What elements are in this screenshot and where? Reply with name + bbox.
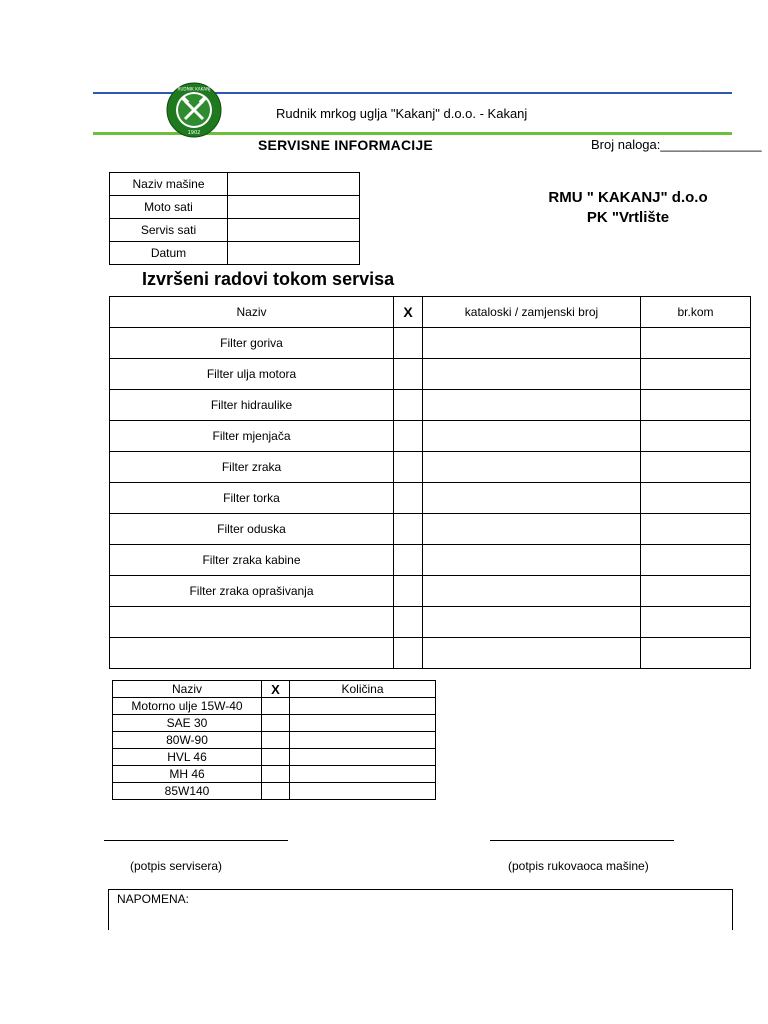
note-label: NAPOMENA: <box>117 892 190 906</box>
oil-col-header-amount: Količina <box>290 681 436 698</box>
catalog-cell[interactable] <box>423 607 641 638</box>
oil-name: 85W140 <box>113 783 262 800</box>
table-row <box>110 452 751 483</box>
info-row <box>110 196 360 219</box>
table-row <box>113 783 436 800</box>
section-title: Izvršeni radovi tokom servisa <box>142 269 395 289</box>
check-cell[interactable] <box>262 783 290 800</box>
table-row <box>110 545 751 576</box>
info-value-cell[interactable] <box>228 196 360 219</box>
oil-col-header-naziv: Naziv <box>113 681 262 698</box>
info-label: Servis sati <box>110 219 228 242</box>
mine-logo-icon <box>166 82 222 138</box>
catalog-cell[interactable] <box>423 638 641 669</box>
count-cell[interactable] <box>641 452 751 483</box>
check-cell[interactable] <box>394 514 423 545</box>
check-cell[interactable] <box>262 698 290 715</box>
count-cell[interactable] <box>641 545 751 576</box>
table-row <box>110 328 751 359</box>
table-row <box>113 715 436 732</box>
catalog-cell[interactable] <box>423 545 641 576</box>
info-row <box>110 173 360 196</box>
catalog-cell[interactable] <box>423 390 641 421</box>
count-cell[interactable] <box>641 514 751 545</box>
check-cell[interactable] <box>262 749 290 766</box>
order-number-field: Broj naloga:______________ <box>591 137 762 152</box>
check-cell[interactable] <box>394 390 423 421</box>
filter-name: Filter goriva <box>110 328 394 359</box>
table-row <box>113 698 436 715</box>
signature-label-operator: (potpis rukovaoca mašine) <box>508 859 649 873</box>
info-value-cell[interactable] <box>228 173 360 196</box>
catalog-cell[interactable] <box>423 576 641 607</box>
oil-name: SAE 30 <box>113 715 262 732</box>
count-cell[interactable] <box>641 483 751 514</box>
amount-cell[interactable] <box>290 766 436 783</box>
filter-name: Filter zraka <box>110 452 394 483</box>
oil-name: MH 46 <box>113 766 262 783</box>
company-block <box>532 188 724 228</box>
catalog-cell[interactable] <box>423 514 641 545</box>
signature-label-servicer: (potpis servisera) <box>130 859 223 873</box>
col-header-naziv: Naziv <box>110 297 394 328</box>
company-header-line: Rudnik mrkog uglja "Kakanj" d.o.o. - Kakanj <box>276 106 528 121</box>
table-row <box>110 483 751 514</box>
table-row <box>110 421 751 452</box>
oil-col-header-x: X <box>262 681 290 698</box>
col-header-catalog: kataloski / zamjenski broj <box>423 297 641 328</box>
count-cell[interactable] <box>641 359 751 390</box>
info-row <box>110 219 360 242</box>
oil-name: Motorno ulje 15W-40 <box>113 698 262 715</box>
oil-name: 80W-90 <box>113 732 262 749</box>
oil-table <box>112 680 436 800</box>
count-cell[interactable] <box>641 607 751 638</box>
filter-name: Filter ulja motora <box>110 359 394 390</box>
filter-name-empty[interactable] <box>110 607 394 638</box>
table-row <box>110 359 751 390</box>
table-row <box>113 749 436 766</box>
check-cell[interactable] <box>394 483 423 514</box>
count-cell[interactable] <box>641 576 751 607</box>
table-header-row <box>113 681 436 698</box>
amount-cell[interactable] <box>290 732 436 749</box>
count-cell[interactable] <box>641 328 751 359</box>
filter-name-empty[interactable] <box>110 638 394 669</box>
filter-name: Filter zraka oprašivanja <box>110 576 394 607</box>
check-cell[interactable] <box>394 545 423 576</box>
info-label: Datum <box>110 242 228 265</box>
service-work-table <box>109 296 751 669</box>
table-row <box>110 514 751 545</box>
check-cell[interactable] <box>394 328 423 359</box>
info-label: Moto sati <box>110 196 228 219</box>
filter-name: Filter zraka kabine <box>110 545 394 576</box>
table-row <box>110 607 751 638</box>
table-header-row <box>110 297 751 328</box>
machine-info-table <box>109 172 360 265</box>
catalog-cell[interactable] <box>423 452 641 483</box>
info-row <box>110 242 360 265</box>
check-cell[interactable] <box>262 766 290 783</box>
signature-line-operator[interactable] <box>490 840 674 841</box>
count-cell[interactable] <box>641 638 751 669</box>
oil-name: HVL 46 <box>113 749 262 766</box>
table-row <box>110 390 751 421</box>
check-cell[interactable] <box>394 359 423 390</box>
table-row <box>110 638 751 669</box>
table-row <box>113 766 436 783</box>
signature-line-servicer[interactable] <box>104 840 288 841</box>
check-cell[interactable] <box>262 732 290 749</box>
catalog-cell[interactable] <box>423 359 641 390</box>
amount-cell[interactable] <box>290 698 436 715</box>
company-line-2: PK "Vrtlište <box>586 209 670 226</box>
col-header-count: br.kom <box>641 297 751 328</box>
check-cell[interactable] <box>394 638 423 669</box>
table-row <box>110 576 751 607</box>
col-header-x: X <box>394 297 423 328</box>
page-title: SERVISNE INFORMACIJE <box>258 137 433 153</box>
count-cell[interactable] <box>641 390 751 421</box>
info-value-cell[interactable] <box>228 242 360 265</box>
catalog-cell[interactable] <box>423 328 641 359</box>
check-cell[interactable] <box>394 576 423 607</box>
company-line-1: RMU " KAKANJ" d.o.o <box>548 189 708 206</box>
amount-cell[interactable] <box>290 749 436 766</box>
check-cell[interactable] <box>394 607 423 638</box>
catalog-cell[interactable] <box>423 483 641 514</box>
logo-text-top: RUDNIK KAKANJ <box>177 86 211 92</box>
info-label: Naziv mašine <box>110 173 228 196</box>
filter-name: Filter oduska <box>110 514 394 545</box>
check-cell[interactable] <box>394 421 423 452</box>
info-value-cell[interactable] <box>228 219 360 242</box>
filter-name: Filter mjenjača <box>110 421 394 452</box>
filter-name: Filter torka <box>110 483 394 514</box>
note-box[interactable] <box>108 889 733 930</box>
amount-cell[interactable] <box>290 715 436 732</box>
check-cell[interactable] <box>394 452 423 483</box>
count-cell[interactable] <box>641 421 751 452</box>
table-row <box>113 732 436 749</box>
check-cell[interactable] <box>262 715 290 732</box>
logo-year: 1902 <box>187 130 201 136</box>
filter-name: Filter hidraulike <box>110 390 394 421</box>
amount-cell[interactable] <box>290 783 436 800</box>
catalog-cell[interactable] <box>423 421 641 452</box>
